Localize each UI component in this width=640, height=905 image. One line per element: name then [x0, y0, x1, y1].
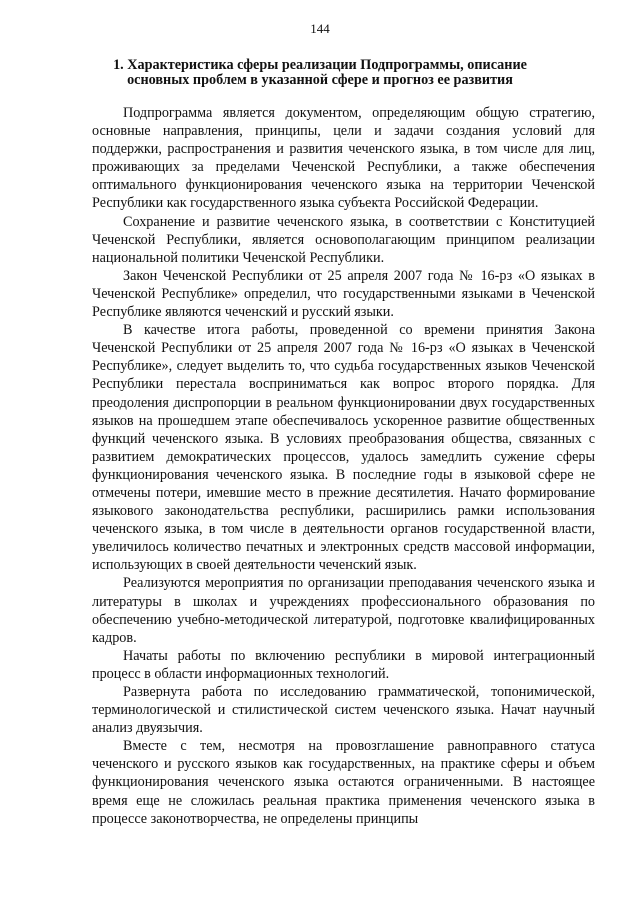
paragraph-4: В качестве итога работы, проведенной со времени принятия Закона Чеченской Республики от 25 апреля 2007 года № 16-рз «О языках в Чеченской Республике», следует выделить то, что судьба государственных языков Чеченской Республики перестала восприниматься как вопрос второго порядка. Для преодоления диспропорции в реальном функционировании двух государственных языков на прошедшем этапе обеспечивалось ускоренное развитие общественных функций чеченского языка. В условиях преобразования общества, связанных с развитием демократических процессов, удалось замедлить сужение сферы функционирования чеченского языка. В последние годы в языковой сфере не отмечены потери, имевшие место в прежние десятилетия. Начато формирование языкового законодательства республики, расширились рамки использования чеченского языка, в том числе в деятельности органов государственной власти, увеличилось количество печатных и электронных средств массовой информации, использующих в своей деятельности чеченский язык.: [92, 322, 595, 574]
section-heading: [92, 58, 548, 88]
paragraph-5: Реализуются мероприятия по организации преподавания чеченского языка и литературы в школах и учреждениях профессионального образования по обеспечению учебно-методической литературой, подготовке квалифицированных кадров.: [92, 575, 595, 646]
paragraph-3: Закон Чеченской Республики от 25 апреля 2007 года № 16-рз «О языках в Чеченской Республике» определил, что государственными языками в Чеченской Республике являются чеченский и русский языки.: [92, 267, 595, 321]
paragraph-7: Развернута работа по исследованию грамматической, топонимической, терминологической и стилистической систем чеченского языка. Начат научный анализ двуязычия.: [92, 684, 595, 737]
paragraph-2: Сохранение и развитие чеченского языка, в соответствии с Конституцией Чеченской Республики, является основополагающим принципом реализации национальной политики Чеченской Республики.: [92, 213, 595, 266]
body-text: [92, 104, 595, 828]
paragraph-6: Начаты работы по включению республики в мировой интеграционный процесс в области информационных технологий.: [92, 647, 595, 682]
section-heading-line-1: 1. Характеристика сферы реализации Подпрограммы, описание: [113, 57, 527, 73]
page-number: 144: [310, 21, 330, 36]
paragraph-1: Подпрограмма является документом, определяющим общую стратегию, основные направления, принципы, цели и задачи создания условий для поддержки, распространения и развития чеченского языка, в том числе для лиц, проживающих за пределами Чеченской Республики, а также обеспечения оптимального функционирования чеченского языка на территории Чеченской Республики как государственного языка субъекта Российской Федерации.: [92, 105, 595, 212]
paragraph-8: Вместе с тем, несмотря на провозглашение равноправного статуса чеченского и русского языков как государственных, на практике сферы и объем функционирования чеченского языка остаются ограниченными. В настоящее время еще не сложилась реальная практика применения чеченского языка в процессе законотворчества, не определены принципы: [92, 738, 595, 827]
section-heading-line-2: основных проблем в указанной сфере и прогноз ее развития: [127, 72, 513, 88]
